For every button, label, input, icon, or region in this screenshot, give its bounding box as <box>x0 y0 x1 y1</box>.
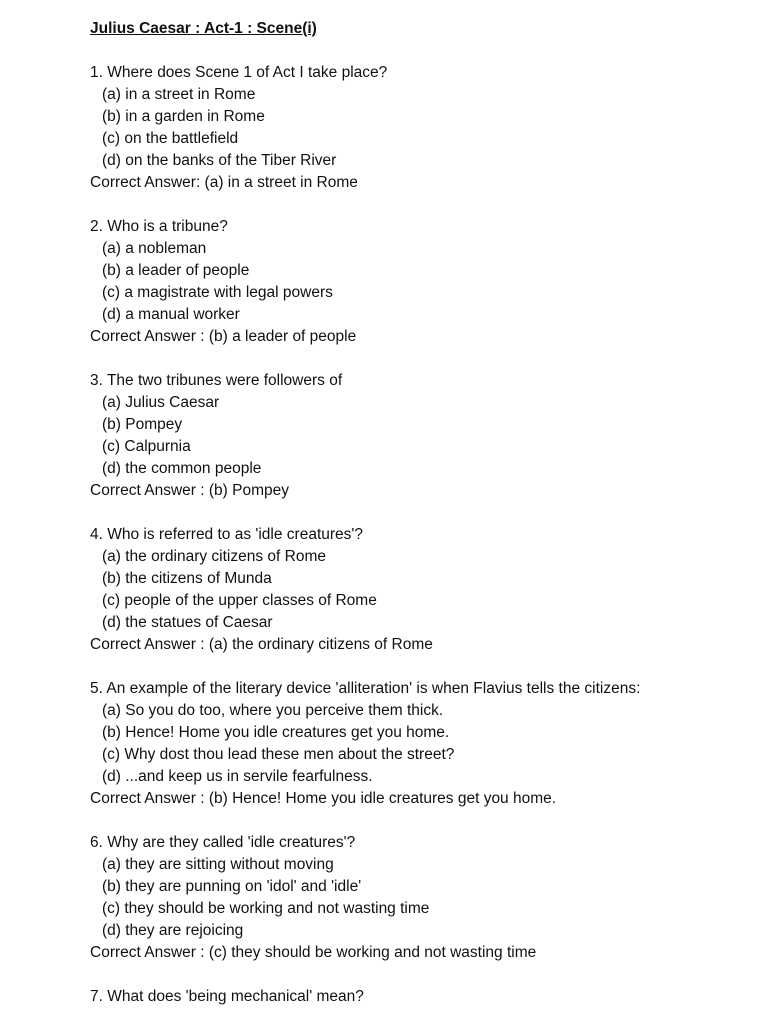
document-page <box>90 18 760 1008</box>
option-item: (c) Why dost thou lead these men about the street? <box>102 746 455 763</box>
option-item: (b) Hence! Home you idle creatures get you home. <box>102 724 450 741</box>
option-item: (a) in a street in Rome <box>102 86 256 103</box>
option-item: (c) on the battlefield <box>102 130 239 147</box>
option-item: (d) ...and keep us in servile fearfulness. <box>102 768 373 785</box>
option-item: (b) they are punning on 'idol' and 'idle' <box>102 878 362 895</box>
document-title: Julius Caesar : Act-1 : Scene(i) <box>90 20 317 37</box>
option-item: (d) they are rejoicing <box>102 922 244 939</box>
correct-answer: Correct Answer: (a) in a street in Rome <box>90 174 358 191</box>
option-item: (d) the common people <box>102 460 262 477</box>
correct-answer: Correct Answer : (a) the ordinary citizens of Rome <box>90 636 433 653</box>
question-block <box>90 524 760 656</box>
options-list <box>90 546 760 634</box>
option-item: (c) they should be working and not wasting time <box>102 900 430 917</box>
option-item: (b) in a garden in Rome <box>102 108 265 125</box>
correct-answer: Correct Answer : (c) they should be working and not wasting time <box>90 944 537 961</box>
option-item: (a) they are sitting without moving <box>102 856 334 873</box>
question-text: 2. Who is a tribune? <box>90 218 228 235</box>
options-list <box>90 84 760 172</box>
question-text: 3. The two tribunes were followers of <box>90 372 343 389</box>
option-item: (d) a manual worker <box>102 306 240 323</box>
option-item: (d) on the banks of the Tiber River <box>102 152 337 169</box>
question-text: 7. What does 'being mechanical' mean? <box>90 988 364 1005</box>
option-item: (d) the statues of Caesar <box>102 614 273 631</box>
option-item: (b) a leader of people <box>102 262 250 279</box>
correct-answer: Correct Answer : (b) Hence! Home you idle creatures get you home. <box>90 790 557 807</box>
option-item: (a) So you do too, where you perceive them thick. <box>102 702 444 719</box>
question-block <box>90 370 760 502</box>
options-list <box>90 392 760 480</box>
question-block <box>90 832 760 964</box>
option-item: (a) a nobleman <box>102 240 207 257</box>
question-block <box>90 62 760 194</box>
option-item: (c) a magistrate with legal powers <box>102 284 333 301</box>
option-item: (a) Julius Caesar <box>102 394 220 411</box>
options-list <box>90 700 760 788</box>
option-item: (c) people of the upper classes of Rome <box>102 592 377 609</box>
option-item: (a) the ordinary citizens of Rome <box>102 548 326 565</box>
question-text: 1. Where does Scene 1 of Act I take place? <box>90 64 388 81</box>
question-text: 5. An example of the literary device 'alliteration' is when Flavius tells the citizens: <box>90 680 641 697</box>
option-item: (c) Calpurnia <box>102 438 191 455</box>
correct-answer: Correct Answer : (b) a leader of people <box>90 328 357 345</box>
question-text: 4. Who is referred to as 'idle creatures'? <box>90 526 363 543</box>
correct-answer: Correct Answer : (b) Pompey <box>90 482 289 499</box>
option-item: (b) the citizens of Munda <box>102 570 272 587</box>
options-list <box>90 854 760 942</box>
question-block <box>90 986 760 1008</box>
options-list <box>90 238 760 326</box>
question-text: 6. Why are they called 'idle creatures'? <box>90 834 356 851</box>
question-block <box>90 678 760 810</box>
option-item: (b) Pompey <box>102 416 183 433</box>
question-block <box>90 216 760 348</box>
